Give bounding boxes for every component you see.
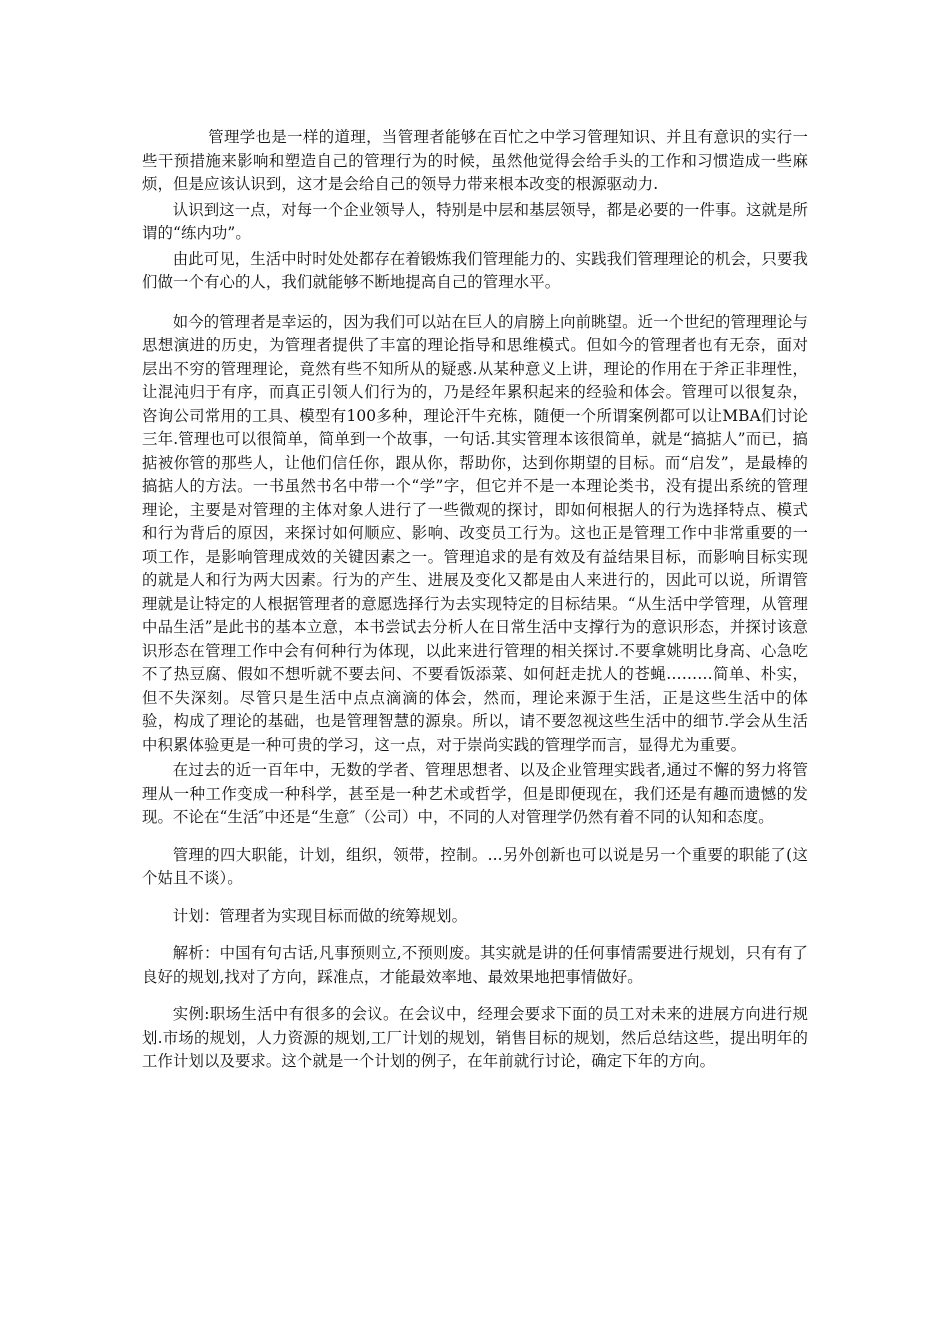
paragraph-analysis: 解析：中国有句古话,凡事预则立,不预则废。其实就是讲的任何事情需要进行规划，只有有了良好的规划,找对了方向，踩准点，才能最效率地、最效果地把事情做好。 — [142, 944, 808, 986]
paragraph-four-functions: 管理的四大职能，计划，组织，领带，控制。...另外创新也可以说是另一个重要的职能了(这个姑且不谈）。 — [142, 845, 808, 887]
paragraph-modern-managers: 如今的管理者是幸运的，因为我们可以站在巨人的肩膀上向前眺望。近一个世纪的管理理论与思想演进的历史，为管理者提供了丰富的理论指导和思维模式。但如今的管理者也有无奈，面对层出不穷的管理理论，竟然有些不知所从的疑惑.从某种意义上讲，理论的作用在于斧正非理性，让混沌归于有序，而真正引领人们行为的，乃是经年累积起来的经验和体会。管理可以很复杂，咨询公司常用的工具、模型有100多种，理论汗牛充栋，随便一个所谓案例都可以让MBA们讨论三年.管理也可以很简单，简单到一个故事，一句话.其实管理本该很简单，就是“搞掂人”而已，搞掂被你管的那些人，让他们信任你，跟从你，帮助你，达到你期望的目标。而“启发”，是最棒的搞掂人的方法。一书虽然书名中带一个“学”字，但它并不是一本理论类书，没有提出系统的管理理论，主要是对管理的主体对象人进行了一些微观的探讨，即如何根据人的行为选择特点、模式和行为背后的原因，来探讨如何顺应、影响、改变员工行为。这也正是管理工作中非常重要的一项工作，是影响管理成效的关键因素之一。管理追求的是有效及有益结果目标，而影响目标实现的就是人和行为两大因素。行为的产生、进展及变化又都是由人来进行的，因此可以说，所谓管理就是让特定的人根据管理者的意愿选择行为去实现特定的目标结果。“从生活中学管理，从管理中品生活”是此书的基本立意，本书尝试去分析人在日常生活中支撑行为的意识形态，并探讨该意识形态在管理工作中会有何种行为体现，以此来进行管理的相关探讨.不要拿姚明比身高、心急吃不了热豆腐、假如不想听就不要去问、不要看饭添菜、如何赶走扰人的苍蝇………简单、朴实，但不失深刻。尽管只是生活中点点滴滴的体会，然而，理论来源于生活，正是这些生活中的体验，构成了理论的基础，也是管理智慧的源泉。所以，请不要忽视这些生活中的细节.学会从生活中积累体验更是一种可贵的学习，这一点，对于崇尚实践的管理学而言，显得尤为重要。 — [142, 312, 808, 754]
paragraph-past-century: 在过去的近一百年中，无数的学者、管理思想者、以及企业管理实践者,通过不懈的努力将管理从一种工作变成一种科学，甚至是一种艺术或哲学，但是即便现在，我们还是有趣而遗憾的发现。不论在“生活″中还是“生意″（公司）中，不同的人对管理学仍然有着不同的认知和态度。 — [142, 761, 808, 826]
paragraph-life-opportunity: 由此可见，生活中时时处处都存在着锻炼我们管理能力的、实践我们管理理论的机会，只要我们做一个有心的人，我们就能够不断地提高自己的管理水平。 — [142, 249, 808, 291]
document-body — [142, 126, 808, 1074]
paragraph-management-learning: 管理学也是一样的道理，当管理者能够在百忙之中学习管理知识、并且有意识的实行一些干预措施来影响和塑造自己的管理行为的时候，虽然他觉得会给手头的工作和习惯造成一些麻烦，但是应该认识到，这才是会给自己的领导力带来根本改变的根源驱动力. — [142, 128, 808, 193]
paragraph-planning-definition: 计划：管理者为实现目标而做的统筹规划。 — [172, 906, 468, 925]
paragraph-example: 实例:职场生活中有很多的会议。在会议中，经理会要求下面的员工对未来的进展方向进行规划.市场的规划，人力资源的规划,工厂计划的规划，销售目标的规划，然后总结这些，提出明年的工作计划以及要求。这个就是一个计划的例子，在年前就行讨论，确定下年的方向。 — [142, 1005, 808, 1070]
paragraph-inner-skill: 认识到这一点，对每一个企业领导人，特别是中层和基层领导，都是必要的一件事。这就是所谓的“练内功”。 — [142, 200, 808, 242]
